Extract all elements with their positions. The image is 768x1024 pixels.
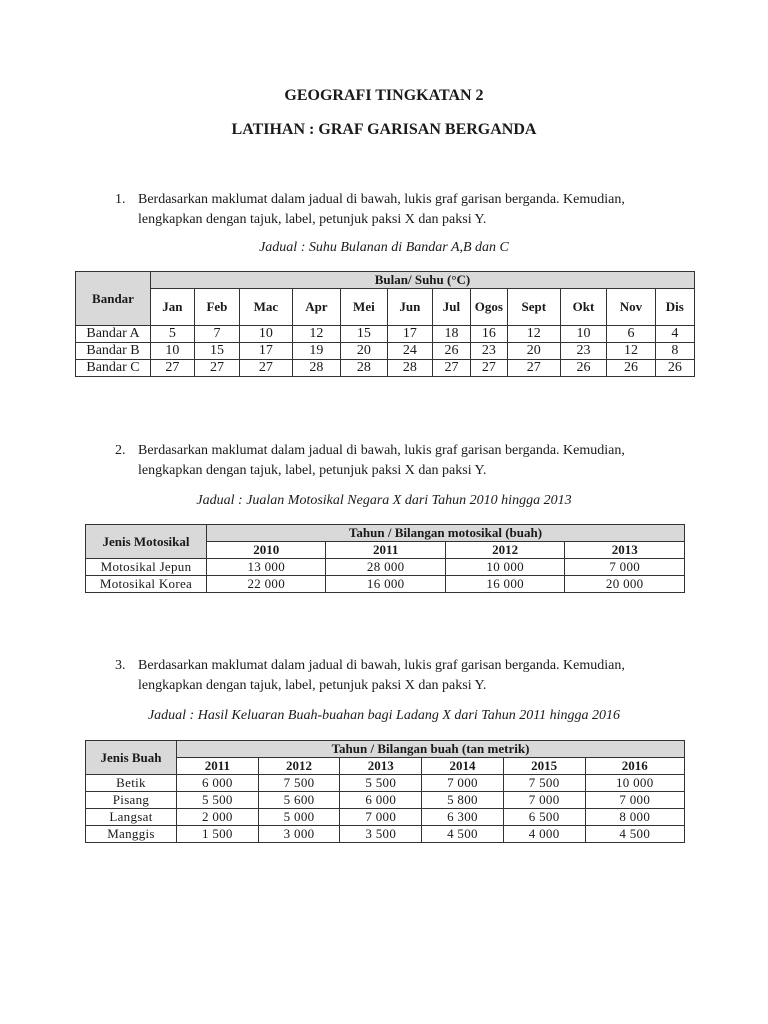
column-header: Nov: [607, 289, 655, 326]
question-1: [115, 190, 715, 230]
table-cell: 5 600: [258, 792, 340, 809]
question-text-line-2: lengkapkan dengan tajuk, label, petunjuk paksi X dan paksi Y.: [138, 678, 487, 693]
column-header: Sept: [507, 289, 560, 326]
table-cell: 26: [560, 360, 607, 377]
column-header: 2011: [326, 542, 445, 559]
table-cell: 2 000: [177, 809, 259, 826]
table-cell: 6: [607, 326, 655, 343]
table-row: [76, 343, 695, 360]
table-cell: 16: [470, 326, 507, 343]
table-row: [76, 326, 695, 343]
row-label: Motosikal Korea: [86, 576, 207, 593]
table-cell: 7 000: [503, 792, 585, 809]
table-cell: 27: [240, 360, 293, 377]
table-cell: 22 000: [207, 576, 326, 593]
question-number: 2.: [115, 443, 126, 458]
table-row: [86, 576, 685, 593]
row-label: Pisang: [86, 792, 177, 809]
table-cell: 24: [387, 343, 432, 360]
table-cell: 10 000: [445, 559, 564, 576]
table-cell: 23: [560, 343, 607, 360]
column-header: 2010: [207, 542, 326, 559]
table-caption: Jadual : Suhu Bulanan di Bandar A,B dan C: [259, 240, 509, 255]
table-cell: 12: [292, 326, 340, 343]
column-header: 2011: [177, 758, 259, 775]
column-header: Feb: [194, 289, 239, 326]
table-cell: 4 500: [585, 826, 684, 843]
column-header: Mac: [240, 289, 293, 326]
column-header: Jun: [387, 289, 432, 326]
table-cell: 6 000: [177, 775, 259, 792]
table-cell: 4 500: [422, 826, 504, 843]
table-cell: 7 500: [503, 775, 585, 792]
column-header: 2013: [340, 758, 422, 775]
question-text-line-1: Berdasarkan maklumat dalam jadual di bawah, lukis graf garisan berganda. Kemudian,: [138, 443, 625, 458]
question-text-line-2: lengkapkan dengan tajuk, label, petunjuk paksi X dan paksi Y.: [138, 463, 487, 478]
table-group-header: Tahun / Bilangan motosikal (buah): [207, 525, 685, 542]
table-cell: 4: [655, 326, 694, 343]
table-row: [86, 809, 685, 826]
row-label: Bandar A: [76, 326, 151, 343]
table-cell: 5 800: [422, 792, 504, 809]
column-header: 2015: [503, 758, 585, 775]
table-row-header: Jenis Buah: [86, 741, 177, 775]
table-cell: 7 000: [340, 809, 422, 826]
row-label: Langsat: [86, 809, 177, 826]
row-label: Bandar B: [76, 343, 151, 360]
page-subtitle: LATIHAN : GRAF GARISAN BERGANDA: [231, 121, 537, 138]
table-cell: 23: [470, 343, 507, 360]
table-cell: 18: [433, 326, 471, 343]
question-text-line-2: lengkapkan dengan tajuk, label, petunjuk paksi X dan paksi Y.: [138, 212, 487, 227]
fruit-output-table: [85, 740, 685, 843]
column-header: Ogos: [470, 289, 507, 326]
column-header: 2016: [585, 758, 684, 775]
table-cell: 7 000: [422, 775, 504, 792]
table-caption: Jadual : Hasil Keluaran Buah-buahan bagi Ladang X dari Tahun 2011 hingga 2016: [147, 708, 621, 723]
table-cell: 26: [433, 343, 471, 360]
table-cell: 17: [387, 326, 432, 343]
table-row: [86, 775, 685, 792]
table-cell: 7 000: [565, 559, 685, 576]
table-cell: 17: [240, 343, 293, 360]
table-cell: 26: [655, 360, 694, 377]
table-cell: 28 000: [326, 559, 445, 576]
table-cell: 15: [341, 326, 388, 343]
column-header: Okt: [560, 289, 607, 326]
table-row: [86, 559, 685, 576]
table-cell: 20: [341, 343, 388, 360]
table-cell: 7 500: [258, 775, 340, 792]
table-cell: 12: [607, 343, 655, 360]
column-header: Apr: [292, 289, 340, 326]
table-cell: 15: [194, 343, 239, 360]
question-text-line-1: Berdasarkan maklumat dalam jadual di bawah, lukis graf garisan berganda. Kemudian,: [138, 658, 625, 673]
table-group-header: Bulan/ Suhu (°C): [151, 272, 695, 289]
table-group-header: Tahun / Bilangan buah (tan metrik): [177, 741, 685, 758]
row-label: Manggis: [86, 826, 177, 843]
table-row-header: Bandar: [76, 272, 151, 326]
table-cell: 10: [240, 326, 293, 343]
table-cell: 16 000: [326, 576, 445, 593]
table-cell: 6 300: [422, 809, 504, 826]
table-cell: 16 000: [445, 576, 564, 593]
table-cell: 28: [292, 360, 340, 377]
table-cell: 8 000: [585, 809, 684, 826]
table-cell: 3 500: [340, 826, 422, 843]
table-cell: 27: [151, 360, 195, 377]
table-cell: 5 500: [340, 775, 422, 792]
page-title: GEOGRAFI TINGKATAN 2: [284, 87, 484, 104]
table-cell: 5 500: [177, 792, 259, 809]
table-cell: 27: [470, 360, 507, 377]
column-header: 2014: [422, 758, 504, 775]
column-header: Jul: [433, 289, 471, 326]
table-row: [86, 792, 685, 809]
table-cell: 27: [507, 360, 560, 377]
table-cell: 27: [194, 360, 239, 377]
table-cell: 3 000: [258, 826, 340, 843]
table-cell: 12: [507, 326, 560, 343]
table-cell: 20: [507, 343, 560, 360]
table-cell: 27: [433, 360, 471, 377]
table-cell: 1 500: [177, 826, 259, 843]
table-cell: 5 000: [258, 809, 340, 826]
table-cell: 4 000: [503, 826, 585, 843]
table-cell: 10: [151, 343, 195, 360]
table-cell: 13 000: [207, 559, 326, 576]
question-3: [115, 656, 715, 696]
table-cell: 5: [151, 326, 195, 343]
table-cell: 28: [341, 360, 388, 377]
table-row-header: Jenis Motosikal: [86, 525, 207, 559]
question-number: 3.: [115, 658, 126, 673]
table-cell: 8: [655, 343, 694, 360]
column-header: Dis: [655, 289, 694, 326]
column-header: 2013: [565, 542, 685, 559]
table-row: [76, 360, 695, 377]
table-cell: 19: [292, 343, 340, 360]
table-cell: 20 000: [565, 576, 685, 593]
question-text-line-1: Berdasarkan maklumat dalam jadual di bawah, lukis graf garisan berganda. Kemudian,: [138, 192, 625, 207]
table-cell: 26: [607, 360, 655, 377]
motorcycle-sales-table: [85, 524, 685, 593]
table-row: [86, 826, 685, 843]
table-cell: 7: [194, 326, 239, 343]
column-header: 2012: [258, 758, 340, 775]
question-2: [115, 441, 715, 481]
column-header: Mei: [341, 289, 388, 326]
column-header: 2012: [445, 542, 564, 559]
table-cell: 6 500: [503, 809, 585, 826]
table-cell: 28: [387, 360, 432, 377]
table-cell: 6 000: [340, 792, 422, 809]
table-caption: Jadual : Jualan Motosikal Negara X dari Tahun 2010 hingga 2013: [196, 493, 572, 508]
row-label: Motosikal Jepun: [86, 559, 207, 576]
column-header: Jan: [151, 289, 195, 326]
table-cell: 10 000: [585, 775, 684, 792]
table-cell: 10: [560, 326, 607, 343]
row-label: Betik: [86, 775, 177, 792]
question-number: 1.: [115, 192, 126, 207]
table-cell: 7 000: [585, 792, 684, 809]
row-label: Bandar C: [76, 360, 151, 377]
temperature-table: [75, 271, 695, 377]
